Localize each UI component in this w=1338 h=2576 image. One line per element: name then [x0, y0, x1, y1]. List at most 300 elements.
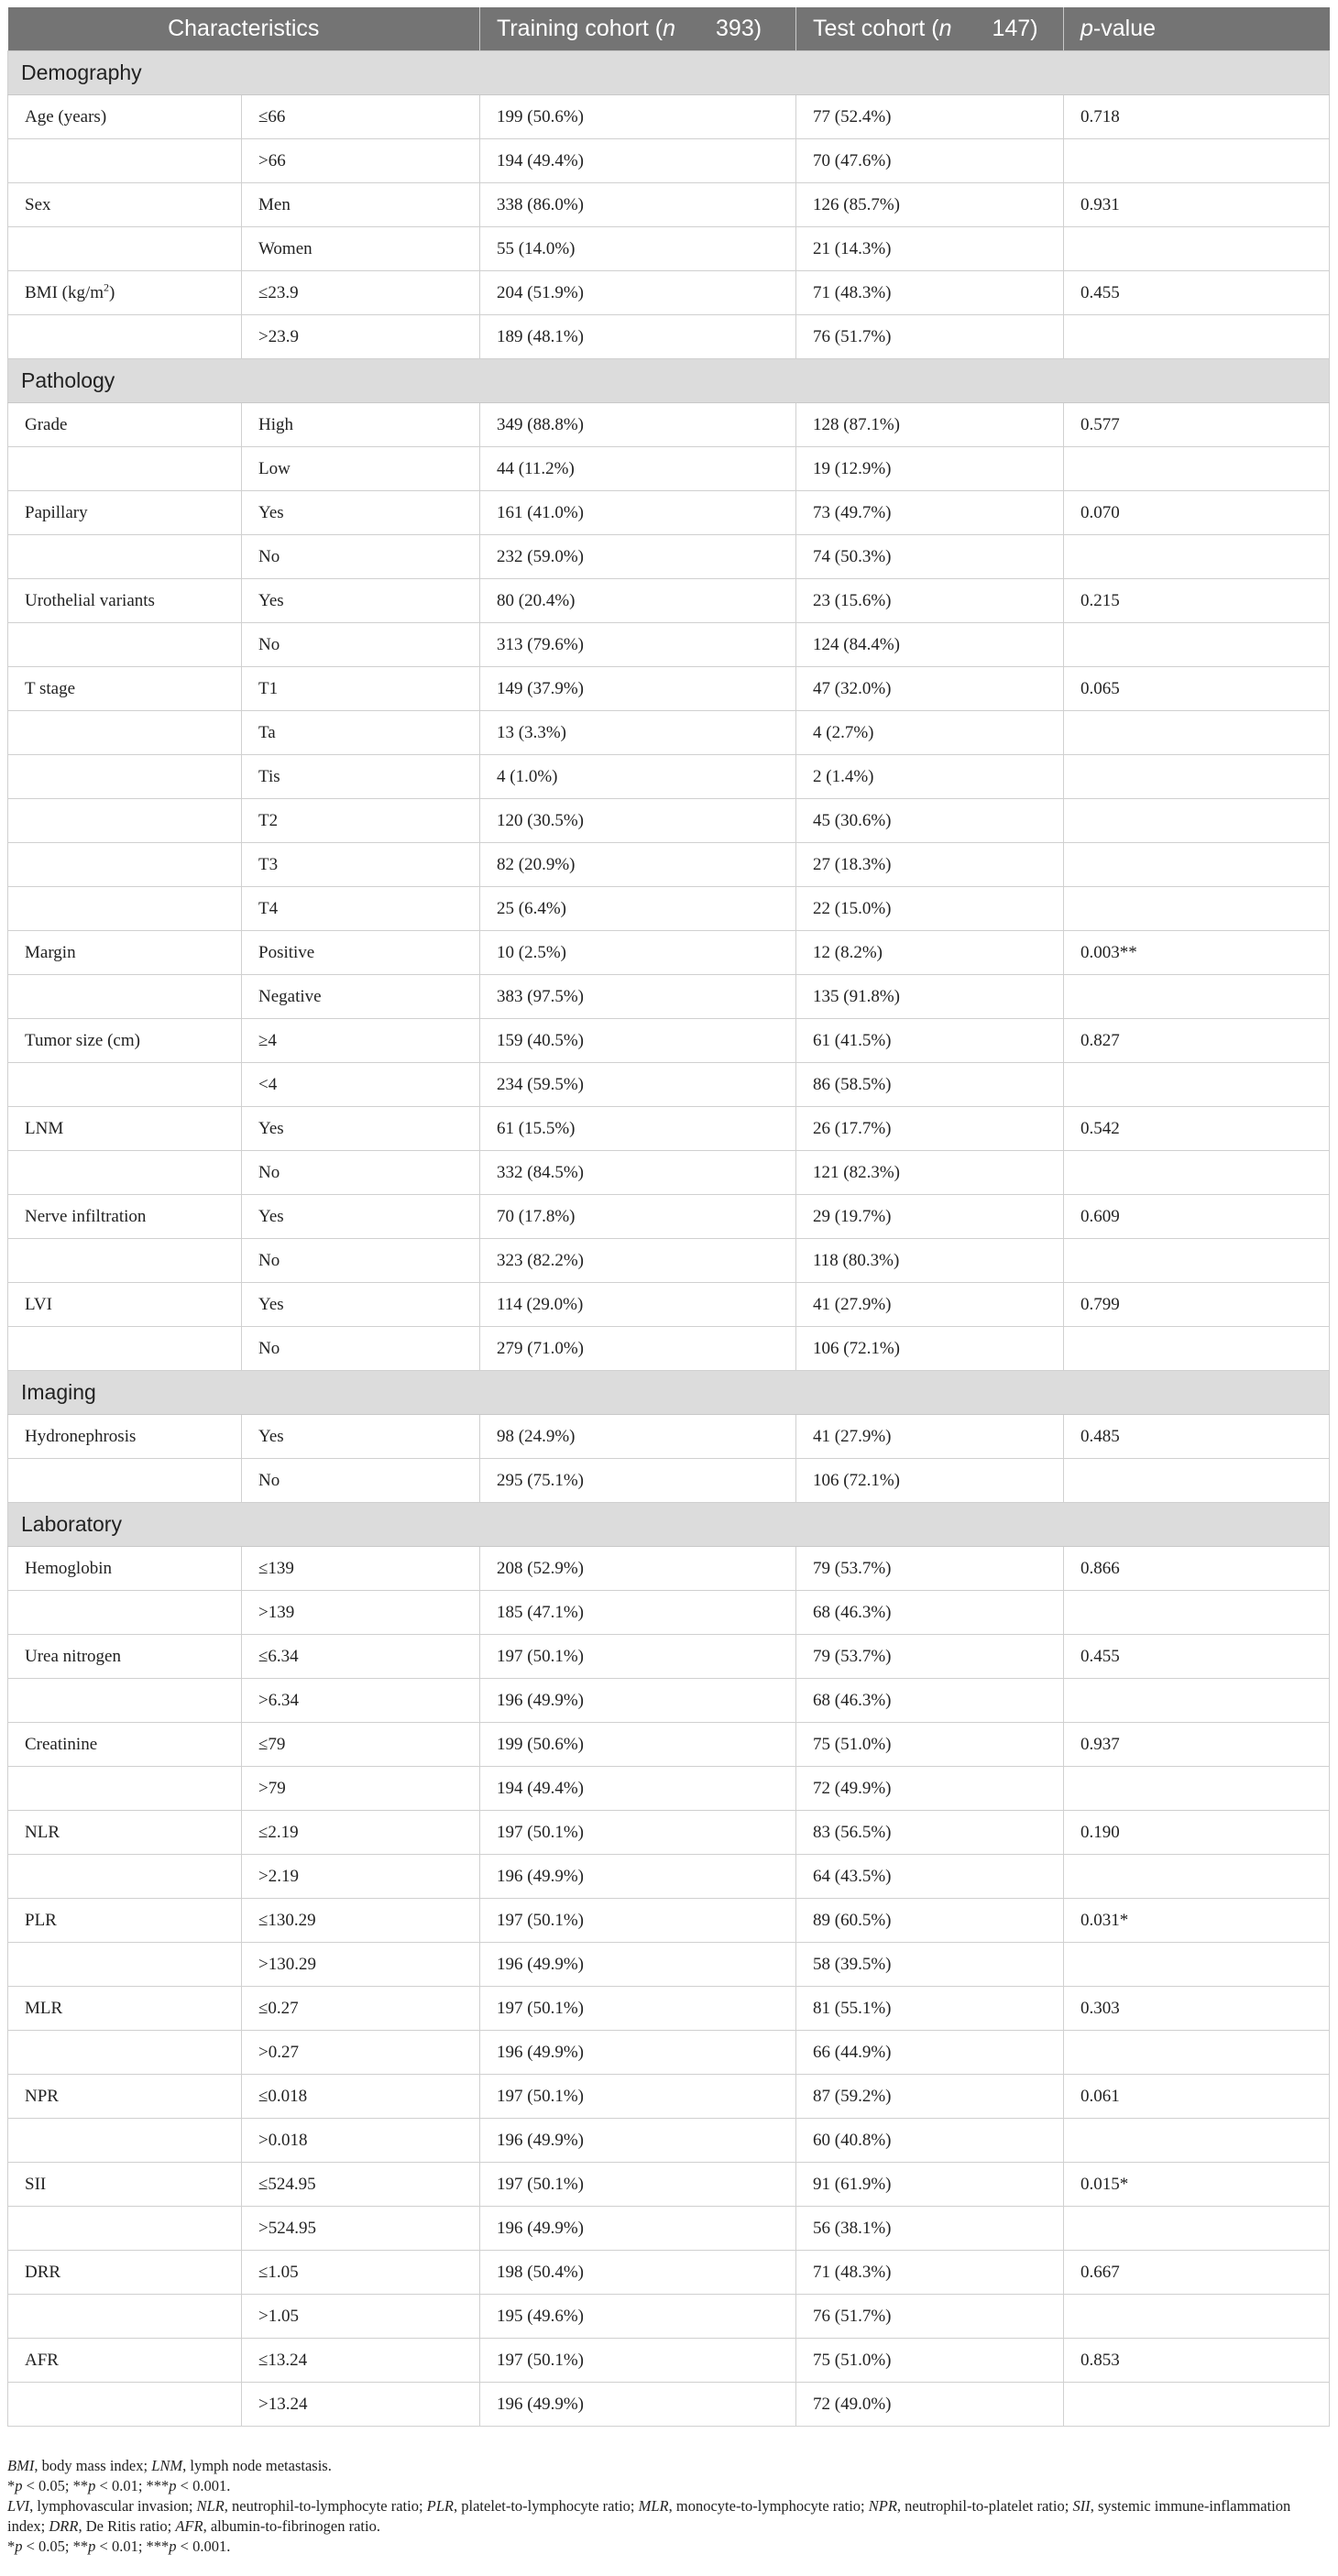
level-cell: ≤524.95 [242, 2163, 480, 2207]
variable-cell [8, 1591, 242, 1635]
variable-cell [8, 1767, 242, 1811]
table-row [8, 1943, 1330, 1987]
table-row [8, 1679, 1330, 1723]
training-value-cell: 4 (1.0%) [480, 755, 796, 799]
level-cell: ≤6.34 [242, 1635, 480, 1679]
p-value-cell [1064, 227, 1330, 271]
training-value-cell: 279 (71.0%) [480, 1327, 796, 1371]
variable-cell: Sex [8, 183, 242, 227]
level-cell: >139 [242, 1591, 480, 1635]
test-value-cell: 70 (47.6%) [796, 139, 1064, 183]
variable-cell [8, 447, 242, 491]
variable-cell [8, 1327, 242, 1371]
test-value-cell: 4 (2.7%) [796, 711, 1064, 755]
test-value-cell: 135 (91.8%) [796, 975, 1064, 1019]
variable-cell: AFR [8, 2339, 242, 2383]
p-value-cell: 0.667 [1064, 2251, 1330, 2295]
level-cell: Yes [242, 491, 480, 535]
header-training-cohort: Training cohort (n 393) [480, 7, 796, 51]
test-value-cell: 58 (39.5%) [796, 1943, 1064, 1987]
p-value-cell [1064, 887, 1330, 931]
footnote-line: *p < 0.05; **p < 0.01; ***p < 0.001. [7, 2538, 231, 2555]
p-value-cell [1064, 843, 1330, 887]
level-cell: >6.34 [242, 1679, 480, 1723]
p-value-cell [1064, 2383, 1330, 2427]
variable-cell [8, 1063, 242, 1107]
p-value-cell: 0.065 [1064, 667, 1330, 711]
test-value-cell: 89 (60.5%) [796, 1899, 1064, 1943]
training-value-cell: 196 (49.9%) [480, 1679, 796, 1723]
training-value-cell: 295 (75.1%) [480, 1459, 796, 1503]
p-value-cell: 0.031* [1064, 1899, 1330, 1943]
training-value-cell: 234 (59.5%) [480, 1063, 796, 1107]
table-row [8, 975, 1330, 1019]
training-value-cell: 149 (37.9%) [480, 667, 796, 711]
training-value-cell: 197 (50.1%) [480, 2075, 796, 2119]
training-value-cell: 196 (49.9%) [480, 2031, 796, 2075]
variable-cell: Creatinine [8, 1723, 242, 1767]
level-cell: Men [242, 183, 480, 227]
test-value-cell: 47 (32.0%) [796, 667, 1064, 711]
table-row [8, 755, 1330, 799]
p-value-cell [1064, 447, 1330, 491]
training-value-cell: 196 (49.9%) [480, 1855, 796, 1899]
p-value-cell [1064, 139, 1330, 183]
training-value-cell: 82 (20.9%) [480, 843, 796, 887]
p-value-cell [1064, 2295, 1330, 2339]
table-row [8, 2207, 1330, 2251]
table-row [8, 1151, 1330, 1195]
level-cell: Yes [242, 1195, 480, 1239]
level-cell: No [242, 1151, 480, 1195]
variable-cell: PLR [8, 1899, 242, 1943]
table-row [8, 1767, 1330, 1811]
header-test-cohort: Test cohort (n 147) [796, 7, 1064, 51]
test-value-cell: 56 (38.1%) [796, 2207, 1064, 2251]
variable-cell: Papillary [8, 491, 242, 535]
level-cell: No [242, 1459, 480, 1503]
p-value-cell: 0.937 [1064, 1723, 1330, 1767]
variable-cell [8, 1151, 242, 1195]
training-value-cell: 323 (82.2%) [480, 1239, 796, 1283]
level-cell: ≤66 [242, 95, 480, 139]
variable-cell [8, 271, 242, 315]
test-value-cell: 19 (12.9%) [796, 447, 1064, 491]
p-value-cell [1064, 1855, 1330, 1899]
training-value-cell: 197 (50.1%) [480, 2339, 796, 2383]
test-value-cell: 21 (14.3%) [796, 227, 1064, 271]
p-value-cell: 0.931 [1064, 183, 1330, 227]
p-value-cell [1064, 535, 1330, 579]
variable-cell [8, 139, 242, 183]
test-value-cell: 61 (41.5%) [796, 1019, 1064, 1063]
p-value-cell: 0.190 [1064, 1811, 1330, 1855]
level-cell: T2 [242, 799, 480, 843]
table-row [8, 403, 1330, 447]
table-row [8, 931, 1330, 975]
p-value-cell [1064, 975, 1330, 1019]
table-row [8, 667, 1330, 711]
training-value-cell: 204 (51.9%) [480, 271, 796, 315]
test-value-cell: 2 (1.4%) [796, 755, 1064, 799]
level-cell: ≤130.29 [242, 1899, 480, 1943]
level-cell: Negative [242, 975, 480, 1019]
test-value-cell: 79 (53.7%) [796, 1635, 1064, 1679]
level-cell: >23.9 [242, 315, 480, 359]
table-row [8, 271, 1330, 315]
level-cell: >1.05 [242, 2295, 480, 2339]
variable-cell: T stage [8, 667, 242, 711]
test-value-cell: 66 (44.9%) [796, 2031, 1064, 2075]
bmi-label: BMI (kg/m [25, 282, 104, 302]
test-value-cell: 74 (50.3%) [796, 535, 1064, 579]
table-row [8, 1723, 1330, 1767]
training-value-cell: 196 (49.9%) [480, 2383, 796, 2427]
level-cell: >0.018 [242, 2119, 480, 2163]
variable-cell [8, 2383, 242, 2427]
section-row-demography [8, 51, 1330, 95]
variable-cell: SII [8, 2163, 242, 2207]
table-row [8, 711, 1330, 755]
p-value-cell: 0.718 [1064, 95, 1330, 139]
level-cell: >0.27 [242, 2031, 480, 2075]
p-value-cell [1064, 1063, 1330, 1107]
test-value-cell: 71 (48.3%) [796, 271, 1064, 315]
training-value-cell: 338 (86.0%) [480, 183, 796, 227]
level-cell: Tis [242, 755, 480, 799]
table-row [8, 2383, 1330, 2427]
table-row [8, 1547, 1330, 1591]
test-value-cell: 128 (87.1%) [796, 403, 1064, 447]
table-body [8, 51, 1330, 2427]
training-value-cell: 55 (14.0%) [480, 227, 796, 271]
bmi-close: ) [109, 282, 115, 302]
table-row [8, 2339, 1330, 2383]
variable-cell: DRR [8, 2251, 242, 2295]
p-value-cell: 0.827 [1064, 1019, 1330, 1063]
training-value-cell: 232 (59.0%) [480, 535, 796, 579]
table-row [8, 1899, 1330, 1943]
variable-cell [8, 799, 242, 843]
table-row [8, 491, 1330, 535]
training-value-cell: 196 (49.9%) [480, 1943, 796, 1987]
p-value-cell: 0.215 [1064, 579, 1330, 623]
table-row [8, 1987, 1330, 2031]
p-value-cell: 0.542 [1064, 1107, 1330, 1151]
p-value-cell [1064, 1327, 1330, 1371]
level-cell: No [242, 535, 480, 579]
test-value-cell: 76 (51.7%) [796, 315, 1064, 359]
level-cell: Positive [242, 931, 480, 975]
table-row [8, 535, 1330, 579]
level-cell: Yes [242, 1415, 480, 1459]
p-value-cell [1064, 2119, 1330, 2163]
level-cell: >79 [242, 1767, 480, 1811]
test-value-cell: 73 (49.7%) [796, 491, 1064, 535]
training-value-cell: 198 (50.4%) [480, 2251, 796, 2295]
table-row [8, 1063, 1330, 1107]
level-cell: >66 [242, 139, 480, 183]
test-value-cell: 83 (56.5%) [796, 1811, 1064, 1855]
test-value-cell: 75 (51.0%) [796, 1723, 1064, 1767]
test-value-cell: 41 (27.9%) [796, 1283, 1064, 1327]
p-value-cell [1064, 1459, 1330, 1503]
training-value-cell: 161 (41.0%) [480, 491, 796, 535]
level-cell: No [242, 1327, 480, 1371]
p-value-cell [1064, 2031, 1330, 2075]
test-value-cell: 124 (84.4%) [796, 623, 1064, 667]
training-value-cell: 196 (49.9%) [480, 2119, 796, 2163]
level-cell: ≤23.9 [242, 271, 480, 315]
p-value-cell [1064, 755, 1330, 799]
table-row [8, 623, 1330, 667]
p-value-cell: 0.455 [1064, 1635, 1330, 1679]
table-row [8, 887, 1330, 931]
level-cell: No [242, 1239, 480, 1283]
level-cell: <4 [242, 1063, 480, 1107]
p-value-cell: 0.303 [1064, 1987, 1330, 2031]
variable-cell [8, 535, 242, 579]
table-row [8, 1107, 1330, 1151]
table-row [8, 1855, 1330, 1899]
variable-cell [8, 711, 242, 755]
test-value-cell: 72 (49.0%) [796, 2383, 1064, 2427]
training-value-cell: 189 (48.1%) [480, 315, 796, 359]
p-value-cell: 0.799 [1064, 1283, 1330, 1327]
training-value-cell: 383 (97.5%) [480, 975, 796, 1019]
test-value-cell: 22 (15.0%) [796, 887, 1064, 931]
table-row [8, 1195, 1330, 1239]
level-cell: Yes [242, 1283, 480, 1327]
cohort-characteristics-table [7, 7, 1329, 2427]
training-value-cell: 70 (17.8%) [480, 1195, 796, 1239]
table-row [8, 2251, 1330, 2295]
variable-cell [8, 315, 242, 359]
training-value-cell: 349 (88.8%) [480, 403, 796, 447]
table-row [8, 1635, 1330, 1679]
variable-cell: Urea nitrogen [8, 1635, 242, 1679]
level-cell: Low [242, 447, 480, 491]
level-cell: Women [242, 227, 480, 271]
training-value-cell: 13 (3.3%) [480, 711, 796, 755]
test-value-cell: 45 (30.6%) [796, 799, 1064, 843]
test-value-cell: 27 (18.3%) [796, 843, 1064, 887]
table-row [8, 2295, 1330, 2339]
section-title: Demography [8, 51, 1330, 95]
training-value-cell: 159 (40.5%) [480, 1019, 796, 1063]
test-value-cell: 41 (27.9%) [796, 1415, 1064, 1459]
level-cell: ≤2.19 [242, 1811, 480, 1855]
test-value-cell: 68 (46.3%) [796, 1679, 1064, 1723]
training-value-cell: 194 (49.4%) [480, 139, 796, 183]
table-row [8, 1239, 1330, 1283]
test-value-cell: 26 (17.7%) [796, 1107, 1064, 1151]
level-cell: ≤139 [242, 1547, 480, 1591]
table-row [8, 315, 1330, 359]
variable-cell [8, 1855, 242, 1899]
variable-cell [8, 843, 242, 887]
level-cell: No [242, 623, 480, 667]
table-row [8, 1415, 1330, 1459]
training-value-cell: 197 (50.1%) [480, 2163, 796, 2207]
test-value-cell: 121 (82.3%) [796, 1151, 1064, 1195]
footnote-line: *p < 0.05; **p < 0.01; ***p < 0.001. [7, 2477, 231, 2494]
table-row [8, 799, 1330, 843]
variable-cell: Hydronephrosis [8, 1415, 242, 1459]
training-value-cell: 313 (79.6%) [480, 623, 796, 667]
footnote-line: BMI, body mass index; LNM, lymph node metastasis. [7, 2457, 332, 2474]
level-cell: High [242, 403, 480, 447]
variable-cell [8, 227, 242, 271]
level-cell: ≤79 [242, 1723, 480, 1767]
table-row [8, 843, 1330, 887]
test-value-cell: 106 (72.1%) [796, 1459, 1064, 1503]
training-value-cell: 197 (50.1%) [480, 1987, 796, 2031]
p-value-cell [1064, 315, 1330, 359]
variable-cell [8, 2119, 242, 2163]
p-value-cell [1064, 1767, 1330, 1811]
training-value-cell: 44 (11.2%) [480, 447, 796, 491]
table-row [8, 1327, 1330, 1371]
variable-cell: NLR [8, 1811, 242, 1855]
p-value-cell: 0.609 [1064, 1195, 1330, 1239]
level-cell: >13.24 [242, 2383, 480, 2427]
variable-cell [8, 2031, 242, 2075]
variable-cell: LNM [8, 1107, 242, 1151]
test-value-cell: 86 (58.5%) [796, 1063, 1064, 1107]
p-value-cell: 0.003** [1064, 931, 1330, 975]
p-value-cell [1064, 1943, 1330, 1987]
table-row [8, 2119, 1330, 2163]
section-title: Pathology [8, 359, 1330, 403]
training-value-cell: 195 (49.6%) [480, 2295, 796, 2339]
variable-cell: MLR [8, 1987, 242, 2031]
level-cell: T1 [242, 667, 480, 711]
variable-cell [8, 755, 242, 799]
table-row [8, 1283, 1330, 1327]
test-value-cell: 12 (8.2%) [796, 931, 1064, 975]
p-value-cell [1064, 1591, 1330, 1635]
test-value-cell: 23 (15.6%) [796, 579, 1064, 623]
training-value-cell: 199 (50.6%) [480, 95, 796, 139]
variable-cell: Grade [8, 403, 242, 447]
p-value-cell: 0.070 [1064, 491, 1330, 535]
test-value-cell: 118 (80.3%) [796, 1239, 1064, 1283]
level-cell: ≥4 [242, 1019, 480, 1063]
variable-cell [8, 1239, 242, 1283]
level-cell: T4 [242, 887, 480, 931]
section-title: Imaging [8, 1371, 1330, 1415]
table-footnotes [7, 2456, 1329, 2557]
level-cell: >2.19 [242, 1855, 480, 1899]
table-row [8, 447, 1330, 491]
test-value-cell: 72 (49.9%) [796, 1767, 1064, 1811]
variable-cell: Hemoglobin [8, 1547, 242, 1591]
table-row [8, 579, 1330, 623]
training-value-cell: 199 (50.6%) [480, 1723, 796, 1767]
p-value-cell: 0.853 [1064, 2339, 1330, 2383]
training-value-cell: 114 (29.0%) [480, 1283, 796, 1327]
variable-cell [8, 975, 242, 1019]
variable-cell: Nerve infiltration [8, 1195, 242, 1239]
table-row [8, 2075, 1330, 2119]
test-value-cell: 77 (52.4%) [796, 95, 1064, 139]
level-cell: ≤0.018 [242, 2075, 480, 2119]
training-value-cell: 61 (15.5%) [480, 1107, 796, 1151]
table-row [8, 1019, 1330, 1063]
table-row [8, 2031, 1330, 2075]
p-value-cell [1064, 1239, 1330, 1283]
p-value-cell [1064, 1679, 1330, 1723]
training-value-cell: 197 (50.1%) [480, 1635, 796, 1679]
test-value-cell: 79 (53.7%) [796, 1547, 1064, 1591]
variable-cell: Urothelial variants [8, 579, 242, 623]
p-value-cell: 0.577 [1064, 403, 1330, 447]
training-value-cell: 185 (47.1%) [480, 1591, 796, 1635]
section-row-imaging [8, 1371, 1330, 1415]
test-value-cell: 29 (19.7%) [796, 1195, 1064, 1239]
test-value-cell: 60 (40.8%) [796, 2119, 1064, 2163]
table-header [8, 7, 1330, 51]
section-row-laboratory [8, 1503, 1330, 1547]
p-value-cell: 0.455 [1064, 271, 1330, 315]
training-value-cell: 196 (49.9%) [480, 2207, 796, 2251]
section-row-pathology [8, 359, 1330, 403]
variable-cell [8, 623, 242, 667]
test-value-cell: 76 (51.7%) [796, 2295, 1064, 2339]
table-row [8, 95, 1330, 139]
training-value-cell: 197 (50.1%) [480, 1811, 796, 1855]
section-title: Laboratory [8, 1503, 1330, 1547]
test-value-cell: 75 (51.0%) [796, 2339, 1064, 2383]
variable-cell: Age (years) [8, 95, 242, 139]
level-cell: >524.95 [242, 2207, 480, 2251]
table-row [8, 1591, 1330, 1635]
training-value-cell: 80 (20.4%) [480, 579, 796, 623]
variable-cell: LVI [8, 1283, 242, 1327]
test-value-cell: 91 (61.9%) [796, 2163, 1064, 2207]
variable-cell: NPR [8, 2075, 242, 2119]
test-value-cell: 81 (55.1%) [796, 1987, 1064, 2031]
test-value-cell: 71 (48.3%) [796, 2251, 1064, 2295]
data-table [7, 7, 1330, 2427]
p-value-cell [1064, 711, 1330, 755]
p-value-cell [1064, 799, 1330, 843]
training-value-cell: 10 (2.5%) [480, 931, 796, 975]
level-cell: ≤1.05 [242, 2251, 480, 2295]
test-value-cell: 87 (59.2%) [796, 2075, 1064, 2119]
table-row [8, 139, 1330, 183]
variable-cell [8, 2295, 242, 2339]
level-cell: Yes [242, 1107, 480, 1151]
level-cell: Yes [242, 579, 480, 623]
table-row [8, 2163, 1330, 2207]
p-value-cell: 0.061 [1064, 2075, 1330, 2119]
table-row [8, 227, 1330, 271]
p-value-cell: 0.866 [1064, 1547, 1330, 1591]
variable-cell: Margin [8, 931, 242, 975]
table-row [8, 1811, 1330, 1855]
test-value-cell: 126 (85.7%) [796, 183, 1064, 227]
training-value-cell: 197 (50.1%) [480, 1899, 796, 1943]
header-p-value: p-value [1064, 7, 1330, 51]
training-value-cell: 208 (52.9%) [480, 1547, 796, 1591]
variable-cell [8, 887, 242, 931]
level-cell: >130.29 [242, 1943, 480, 1987]
test-value-cell: 68 (46.3%) [796, 1591, 1064, 1635]
p-value-cell [1064, 623, 1330, 667]
training-value-cell: 25 (6.4%) [480, 887, 796, 931]
